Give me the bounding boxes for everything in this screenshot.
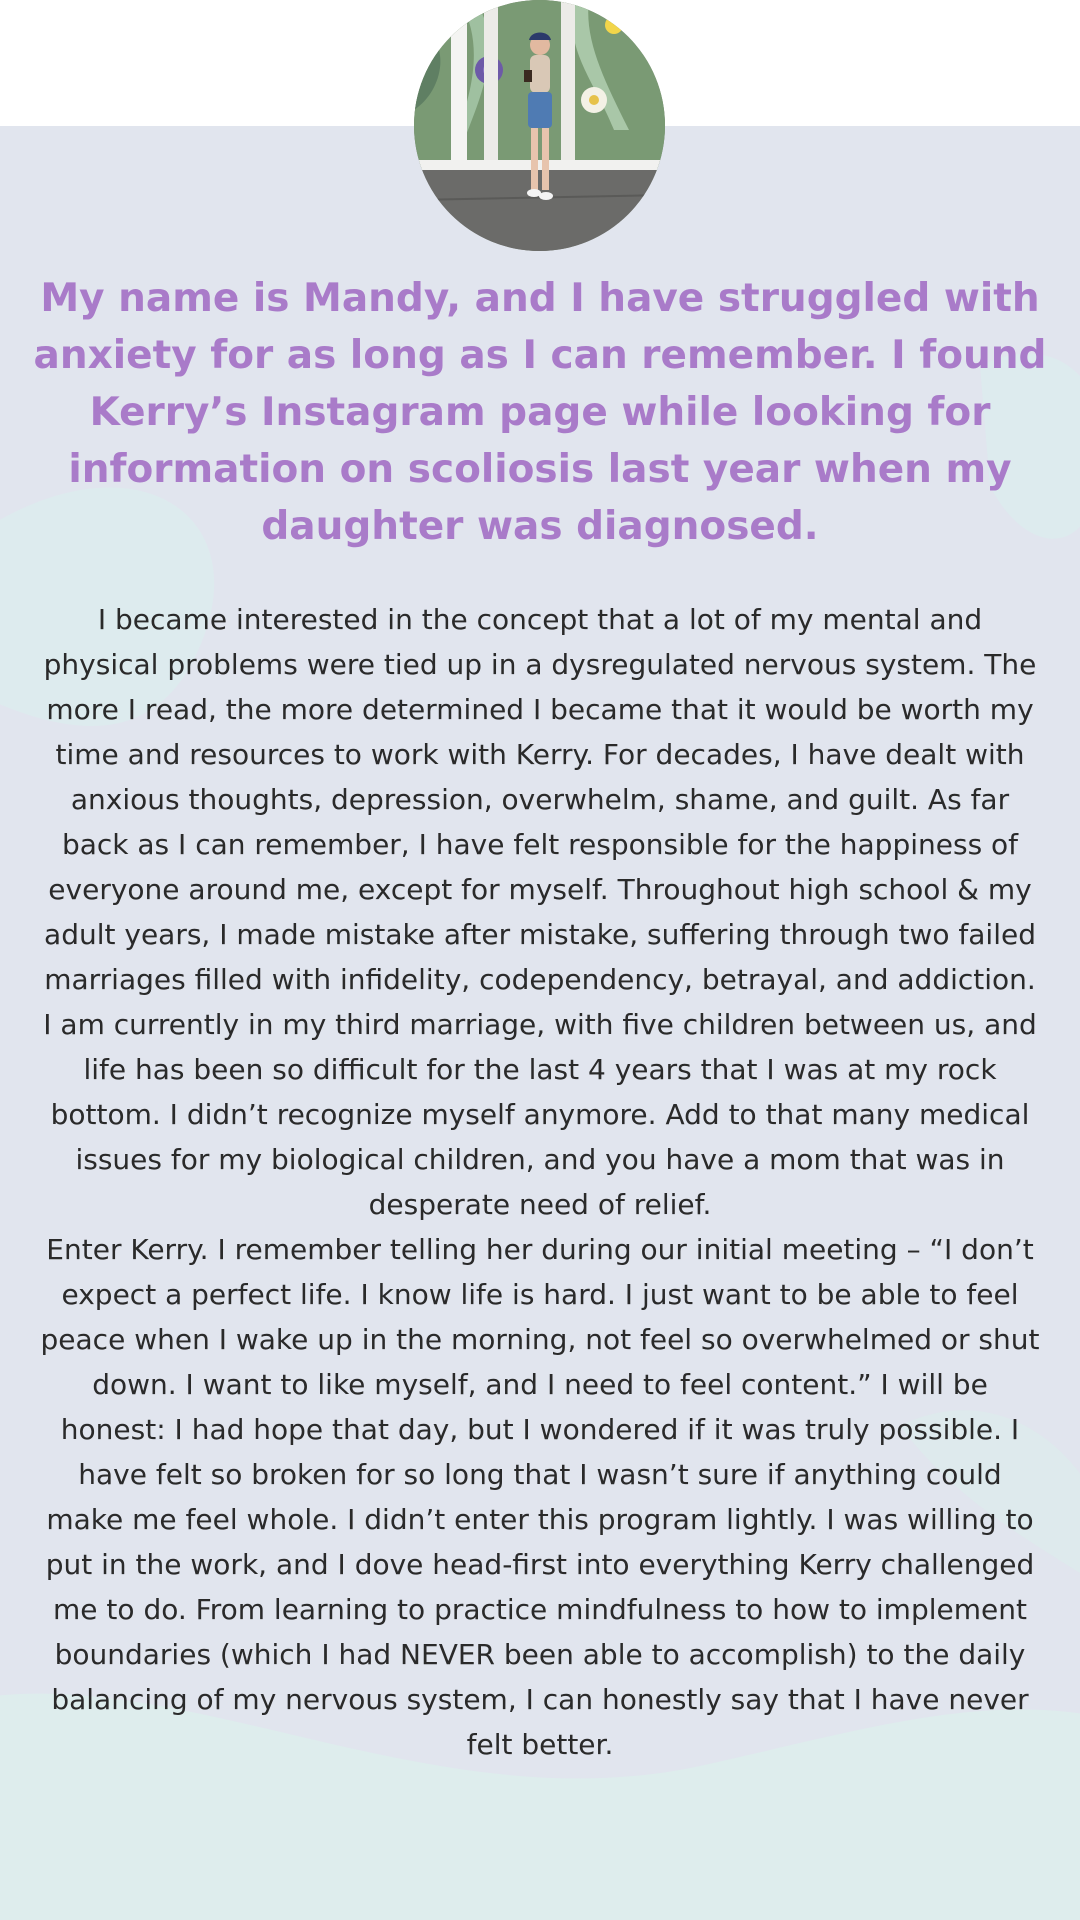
testimonial-paragraph: I became interested in the concept that a lot of my mental and physical problems were tied up in a dysregulated nervous system. The more I read, the more determined I became that it would be worth my time and resources to work with Kerry. For decades, I have dealt with anxious thoughts, depression, overwhelm, shame, and guilt. As far back as I can remember, I have felt responsible for the happiness of everyone around me, except for myself. Throughout high school & my adult years, I made mistake after mistake, suffering through two failed marriages filled with infidelity, codependency, betrayal, and addiction. I am currently in my third marriage, with five children between us, and life has been so difficult for the last 4 years that I was at my rock bottom. I didn’t recognize myself anymore. Add to that many medical issues for my biological children, and you have a mom that was in desperate need of relief. — [43, 603, 1037, 1221]
testimonial-headline: My name is Mandy, and I have struggled with anxiety for as long as I can remember. I found Kerry’s Instagram page while looking for information on scoliosis last year when my daughter was diagnosed. — [33, 276, 1047, 549]
testimonial-body — [40, 597, 1040, 1767]
avatar — [414, 0, 665, 251]
profile-photo — [414, 0, 665, 251]
testimonial-paragraph: Enter Kerry. I remember telling her during our initial meeting – “I don’t expect a perfect life. I know life is hard. I just want to be able to feel peace when I wake up in the morning, not feel so overwhelmed or shut down. I want to like myself, and I need to feel content.” I will be honest: I had hope that day, but I wondered if it was truly possible. I have felt so broken for so long that I wasn’t sure if anything could make me feel whole. I didn’t enter this program lightly. I was willing to put in the work, and I dove head-first into everything Kerry challenged me to do. From learning to practice mindfulness to how to implement boundaries (which I had NEVER been able to accomplish) to the daily balancing of my nervous system, I can honestly say that I have never felt better. — [40, 1233, 1040, 1761]
